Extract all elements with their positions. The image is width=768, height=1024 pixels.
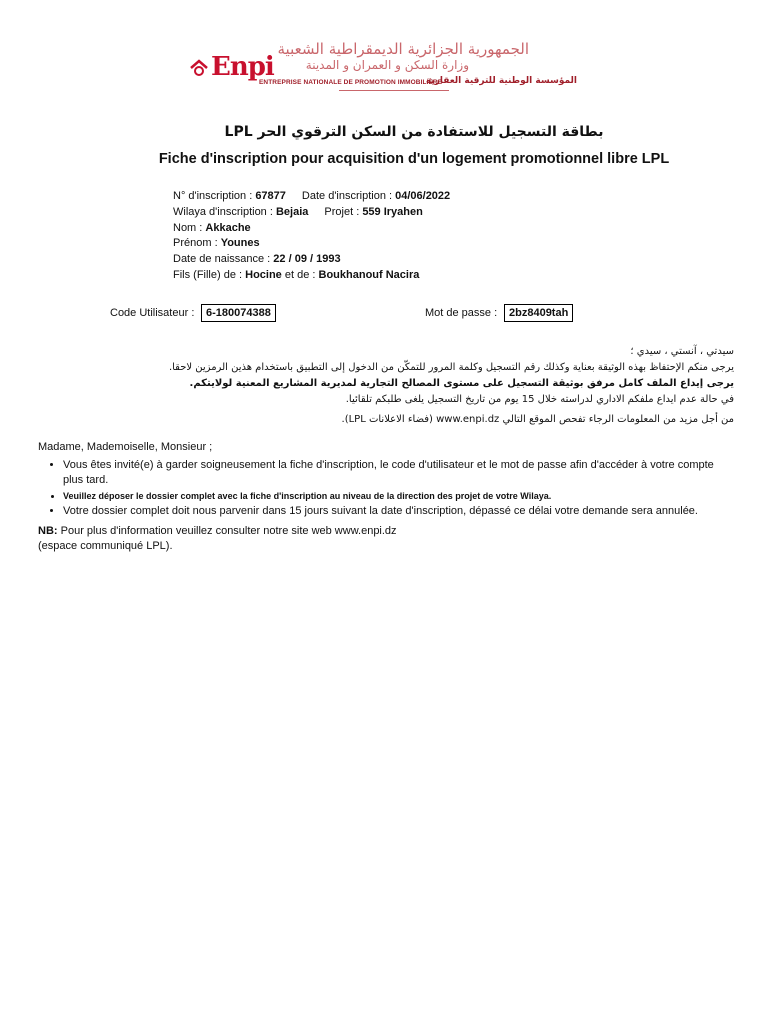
wilaya-label: Wilaya d'inscription :	[173, 205, 276, 218]
info-line-registration	[173, 189, 450, 205]
fils-label: Fils (Fille) de :	[173, 268, 246, 281]
registration-number: 67877	[255, 190, 286, 202]
naissance-label: Date de naissance :	[173, 253, 274, 266]
user-code-value: 6-180074388	[201, 304, 276, 322]
logo-text: Enpi	[211, 52, 274, 82]
fr-bullet-deposit: • Veuillez déposer le dossier complet avec la fiche d'inscription au niveau de la direction des projet de votre Wilaya.	[63, 489, 734, 505]
nb-label: NB:	[38, 524, 58, 537]
arabic-notice	[114, 344, 734, 428]
info-line-parents	[173, 268, 450, 284]
info-line-wilaya	[173, 205, 450, 221]
father-name: Hocine	[245, 268, 282, 281]
company-name-ar: المؤسسة الوطنية للترقية العقارية	[425, 76, 577, 86]
republic-title: الجمهورية الجزائرية الديمقراطية الشعبية	[277, 40, 529, 58]
ar-greeting: سيدتي ، آنستي ، سيدي ؛	[630, 346, 734, 357]
registration-date: 04/06/2022	[395, 190, 451, 202]
projet-value: 559 Iryahen	[362, 205, 423, 218]
fr-greeting: Madame, Mademoiselle, Monsieur ;	[38, 441, 213, 453]
registration-info	[173, 189, 450, 284]
ar-line-deadline: في حالة عدم ايداع ملفكم الاداري لدراسته خلال 15 يوم من تاريخ التسجيل يلغى طلبكم تلقائيا.	[345, 394, 734, 405]
info-line-nom	[173, 221, 450, 237]
password-label: Mot de passe :	[425, 307, 498, 319]
et-label: et de :	[281, 268, 319, 281]
projet-label: Projet :	[324, 205, 363, 218]
fr-bullet-keep: • Vous êtes invité(e) à garder soigneusement la fiche d'inscription, le code d'utilisateur et le mot de passe afin d'accéder à votre compte plus tard.	[63, 458, 734, 489]
ministry-title: وزارة السكن و العمران و المدينة	[305, 58, 469, 72]
enpi-logo	[189, 52, 274, 82]
registration-number-label: N° d'inscription :	[173, 190, 256, 202]
french-notice	[38, 440, 734, 555]
nb-text: Pour plus d'information veuillez consulter notre site web www.enpi.dz	[57, 524, 397, 537]
letterhead	[185, 38, 577, 98]
wilaya-value: Bejaia	[275, 205, 309, 218]
header-divider	[339, 90, 449, 91]
document-title-fr: Fiche d'inscription pour acquisition d'un logement promotionnel libre LPL	[158, 151, 670, 167]
naissance-value: 22 / 09 / 1993	[273, 253, 341, 266]
registration-date-label: Date d'inscription :	[301, 190, 396, 202]
ar-line-deposit: يرجى إيداع الملف كامل مرفق بوثيقة التسجيل على مستوى المصالح التجارية لمديرية المشاريع المعنية لولايتكم.	[189, 378, 734, 389]
ar-line-keep-document: يرجى منكم الإحتفاظ بهذه الوثيقة بعناية وكذلك رقم التسجيل وكلمة المرور للتمكّن من الدخول إلى التطبيق باستخدام هذين الرمزين لاحقا.	[168, 362, 734, 373]
ar-line-info: من أجل مزيد من المعلومات الرجاء تفحص الموقع التالي www.enpi.dz (فضاء الاعلانات LPL).	[341, 414, 734, 425]
document-title-ar: بطاقة التسجيل للاستفادة من السكن الترقوي الحر LPL	[224, 124, 604, 140]
info-line-prenom	[173, 236, 450, 252]
password-value: 2bz8409tah	[504, 304, 573, 322]
info-line-naissance	[173, 252, 450, 268]
prenom-label: Prénom :	[173, 237, 221, 250]
fr-bullet-list	[38, 458, 734, 520]
mother-name: Boukhanouf Nacira	[318, 268, 420, 281]
prenom-value: Younes	[220, 237, 260, 250]
fr-bullet-deadline: • Votre dossier complet doit nous parvenir dans 15 jours suivant la date d'inscription, dépassé ce délai votre demande sera annulée.	[63, 504, 734, 520]
house-logo-icon	[189, 58, 209, 78]
company-name-fr: ENTREPRISE NATIONALE DE PROMOTION IMMOBILIÈRE	[259, 79, 443, 86]
user-code-label: Code Utilisateur :	[110, 307, 195, 319]
nom-value: Akkache	[205, 221, 251, 234]
nb-text-continued: (espace communiqué LPL).	[38, 540, 173, 552]
nom-label: Nom :	[173, 221, 206, 234]
fr-nb-line	[38, 524, 734, 540]
